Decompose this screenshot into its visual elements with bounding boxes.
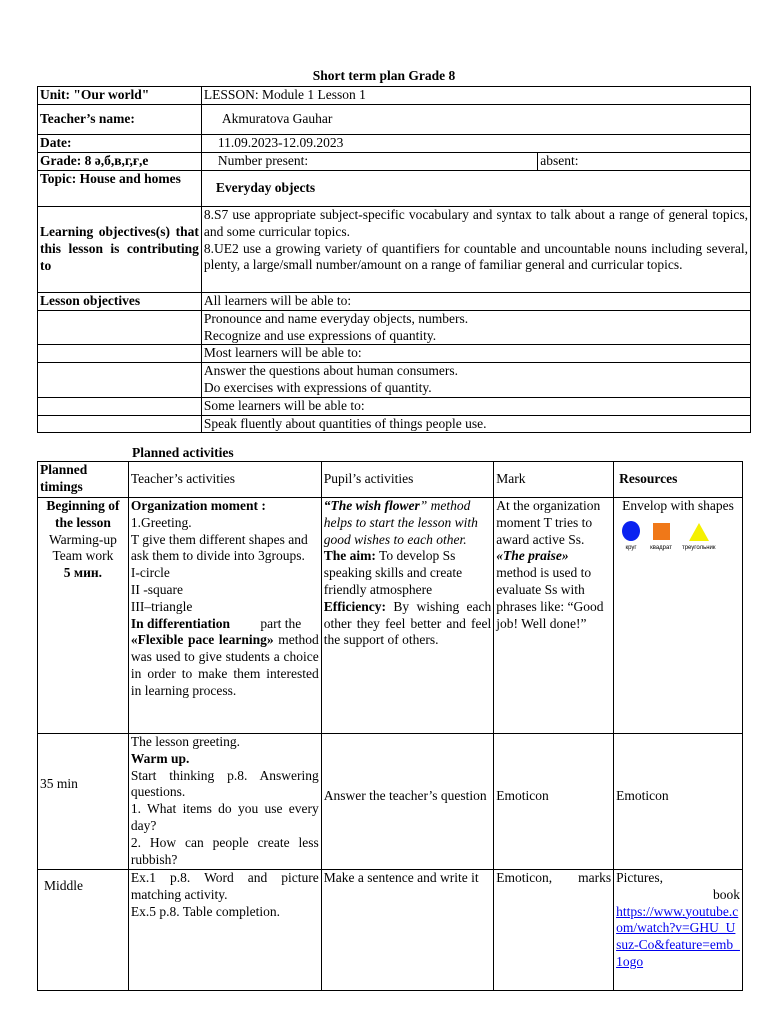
planned-activities-heading: Planned activities [132,445,234,460]
lo-item: Recognize and use expressions of quantity. [203,327,437,343]
diff-bold: In differentiation [130,615,231,631]
timing-middle: Middle [38,870,129,991]
timing-text: Warming-up [48,531,117,547]
pupil-activity-3: Make a sentence and write it [321,870,494,991]
square-icon [653,523,670,540]
col-pupil-activities: Pupil’s activities [321,462,494,498]
diff-rest: part the [260,615,302,631]
teacher-label: Teacher’s name: [38,105,202,135]
text-line: Ex.5 p.8. Table completion. [130,903,281,919]
text-line: I-circle [130,565,170,581]
absent: absent: [538,153,751,171]
text-line: 2. How can people create less rubbish? [130,834,319,867]
pupil-activity-1 [321,498,494,734]
aim-value: To develop Ss speaking skills and create friendly atmosphere [323,548,463,597]
mark-3: Emoticon, marks [494,870,614,991]
lo-some-item: Speak fluently about quantities of things people use. [201,415,750,433]
resource-text: Pictures, [616,870,663,885]
resources-3 [614,870,743,991]
col-planned-timings: Planned timings [38,462,129,498]
mark-2: Emoticon [494,734,614,870]
lo-all-items [201,310,750,345]
learning-objectives-label: Learning objectives(s) that this lesson is contributing to [38,207,202,293]
learning-objectives [201,207,750,293]
mark-1 [494,498,614,734]
efficiency-text [324,599,492,649]
shape-label: треугольник [681,544,716,551]
wish-flower-text [324,498,492,548]
text-line: T give them different shapes and ask them to divide into 3groups. [130,531,308,564]
objective-2: 8.UE2 use a growing variety of quantifiers for countable and uncountable nouns including several, plenty, a large/small number/amount on a range of familiar general and curricular topics. [203,240,748,273]
warm-up-heading: Warm up. [130,750,190,766]
shape-label: круг [625,544,637,551]
col-resources: Resources [614,462,743,498]
triangle-icon [689,523,709,541]
text-line: The lesson greeting. [130,734,240,749]
flexible-pace-text [131,632,319,699]
aim-text [324,548,492,598]
triangle-shape [682,521,716,552]
date-value: 11.09.2023-12.09.2023 [201,135,750,153]
circle-shape [622,521,640,552]
objective-1: 8.S7 use appropriate subject-specific vocabulary and syntax to talk about a range of general topics, and some curricular topics. [203,207,748,239]
teacher-activity-1 [128,498,321,734]
org-moment-heading: Organization moment : [130,498,266,513]
col-teacher-activities: Teacher’s activities [128,462,321,498]
topic-value: Everyday objects [201,171,750,207]
efficiency-label: Efficiency: [323,598,387,614]
lo-some-heading: Some learners will be able to: [201,397,750,415]
unit-label: Unit: "Our world" [38,87,202,105]
circle-icon [622,521,640,541]
date-label: Date: [38,135,202,153]
mark-text: At the organization moment T tries to award active Ss. [496,498,601,547]
aim-label: The aim: [323,548,376,564]
col-mark: Mark [494,462,614,498]
lesson-value: LESSON: Module 1 Lesson 1 [201,87,750,105]
teacher-activity-2 [128,734,321,870]
text-line: 1. What items do you use every day? [130,801,319,833]
text-line: II -square [130,581,183,597]
shape-label: квадрат [650,544,672,551]
flex-bold: «Flexible pace learning» [130,632,274,648]
lo-most-heading: Most learners will be able to: [201,345,750,363]
pupil-activity-2: Answer the teacher’s question [321,734,494,870]
lo-item: Pronounce and name everyday objects, numbers. [203,310,469,326]
text-line: III–triangle [130,598,193,614]
text-line: Start thinking p.8. Answering questions. [130,767,319,800]
timing-text: Beginning of the lesson [46,498,120,530]
resource-text: book [713,886,740,902]
page-title: Short term plan Grade 8 [312,68,456,83]
shapes-image [622,521,740,552]
square-shape [650,521,672,552]
text-line: Ex.1 p.8. Word and picture matching activity. [130,870,319,902]
flex-rest: method was used to give students a choice in order to make them interested in learning process. [130,632,319,698]
timing-35min: 35 min [38,734,129,870]
mark-text: method is used to evaluate Ss with phrases like: “Good job! Well done!” [496,565,604,631]
efficiency-value: By wishing each other they feel better and feel the support of others. [323,598,492,648]
text-line: 1.Greeting. [130,514,192,530]
youtube-link[interactable]: https://www.youtube.com/watch?v=GHU_Usuz-Co&feature=emb_1ogo [616,903,740,969]
lo-all-heading: All learners will be able to: [201,293,750,311]
lo-most-items [201,363,750,398]
header-table [37,86,751,433]
praise-method: «The praise» [496,548,569,564]
resources-1 [614,498,743,734]
grade-label: Grade: 8 ә,б,в,г,ғ,е [38,153,202,171]
timing-text: Team work [52,548,114,564]
wish-flower-title: “The wish flower [323,498,420,513]
envelop-text: Envelop with shapes [622,498,734,513]
number-present: Number present: [201,153,537,171]
teacher-value: Akmuratova Gauhar [201,105,750,135]
lo-item: Answer the questions about human consumers. [203,363,459,379]
timing-text: 5 мин. [63,565,103,581]
resources-2: Emoticon [614,734,743,870]
lo-item: Do exercises with expressions of quantity. [203,379,432,395]
differentiation-line [131,616,319,633]
activities-table [37,461,743,991]
timing-beginning [38,498,129,734]
teacher-activity-3 [128,870,321,991]
topic-label: Topic: House and homes [38,171,202,207]
lesson-objectives-label: Lesson objectives [38,293,202,311]
wish-flower-desc: ” method helps to start the lesson with good wishes to each other. [323,498,478,547]
